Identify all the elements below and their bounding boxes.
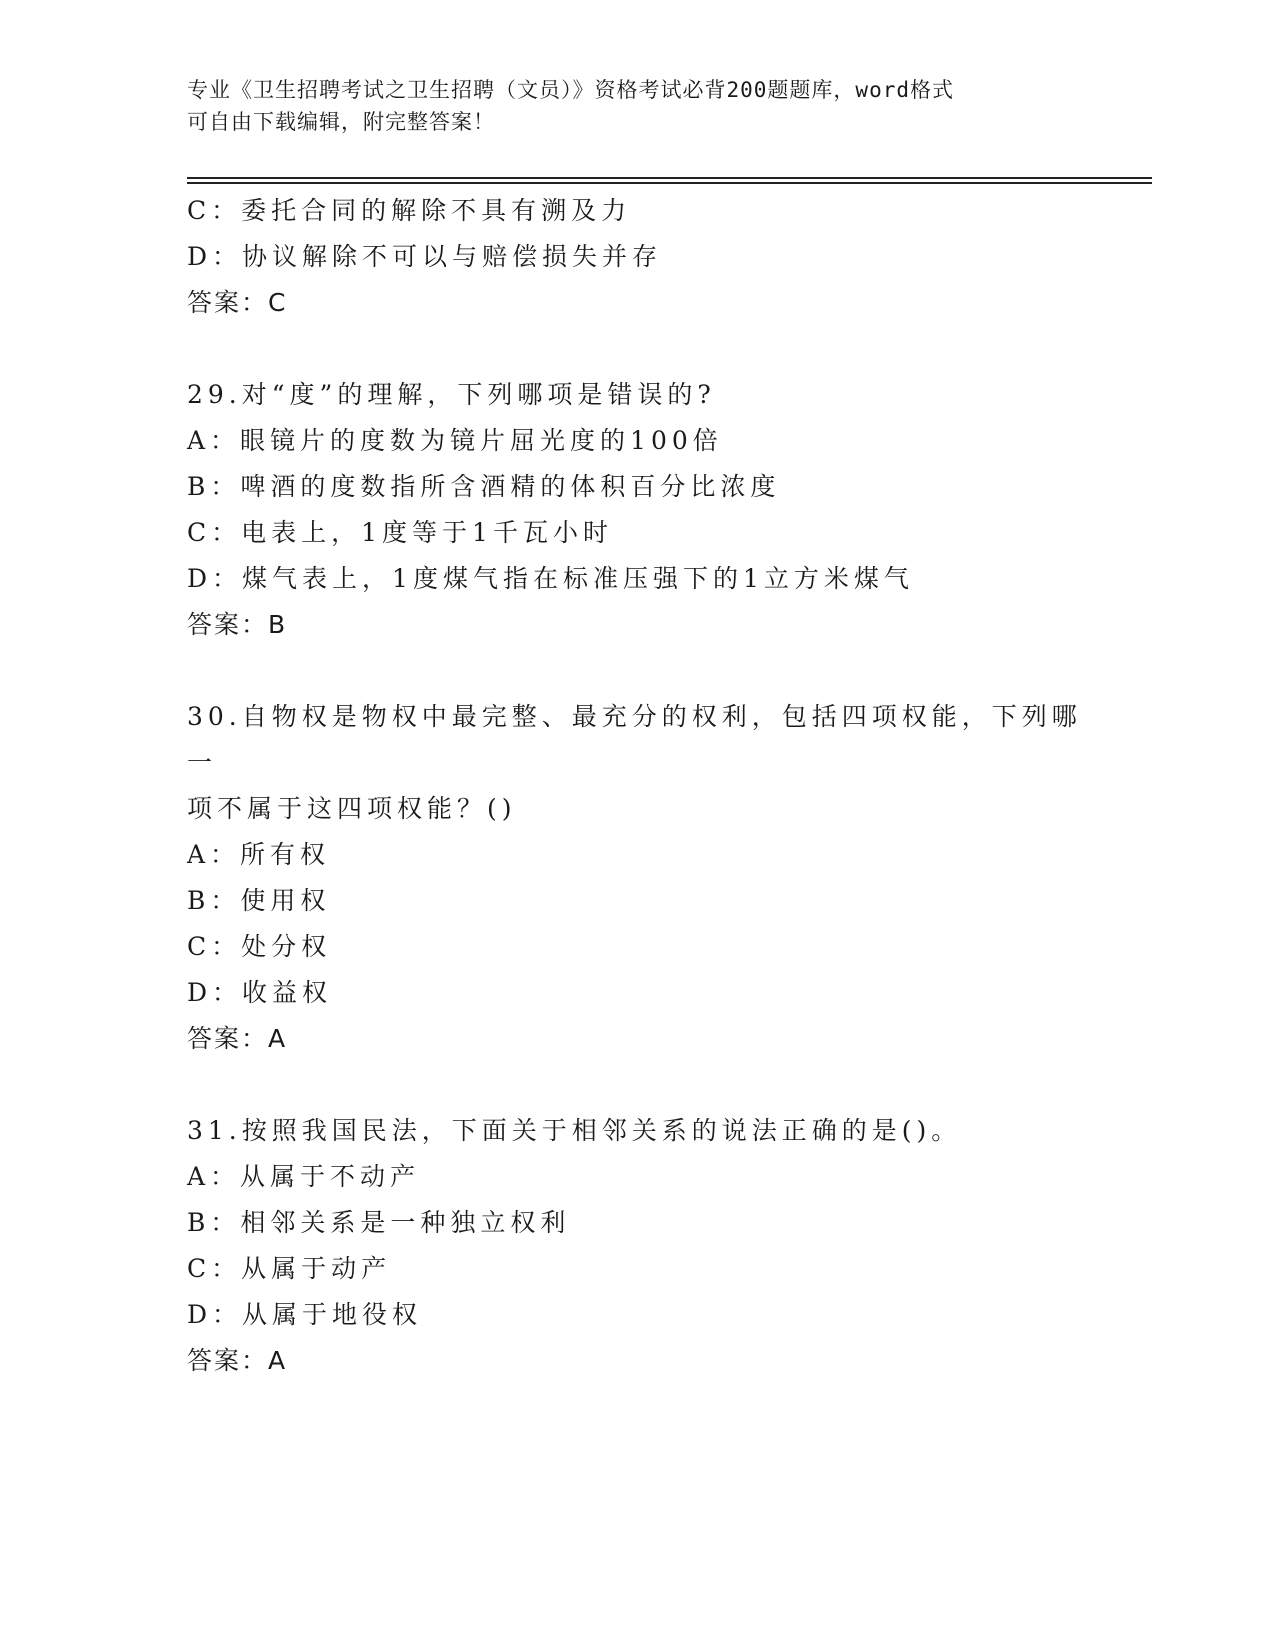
option-a: A：从属于不动产 xyxy=(187,1162,421,1191)
option-b: B：啤酒的度数指所含酒精的体积百分比浓度 xyxy=(187,472,781,501)
header-divider-top xyxy=(187,177,1152,179)
answer-line: 答案：B xyxy=(187,610,288,639)
option-a: A：眼镜片的度数为镜片屈光度的100倍 xyxy=(187,426,723,455)
spacer xyxy=(187,1062,1087,1108)
question-title: 29.对“度”的理解，下列哪项是错误的? xyxy=(187,380,716,409)
option-b: B：相邻关系是一种独立权利 xyxy=(187,1208,571,1237)
question-31 xyxy=(187,1108,1087,1384)
question-30 xyxy=(187,694,1087,1062)
question-28-continued xyxy=(187,188,1087,326)
spacer xyxy=(187,326,1087,372)
answer-line: 答案：A xyxy=(187,1346,288,1375)
question-title-line-2: 项不属于这四项权能？() xyxy=(187,794,517,823)
header-line-1: 专业《卫生招聘考试之卫生招聘（文员）》资格考试必背200题题库，word格式 xyxy=(187,78,954,102)
option-d: D：协议解除不可以与赔偿损失并存 xyxy=(187,242,663,271)
option-a: A：所有权 xyxy=(187,840,331,869)
option-c: C：委托合同的解除不具有溯及力 xyxy=(187,196,632,225)
option-b: B：使用权 xyxy=(187,886,331,915)
option-d: D：收益权 xyxy=(187,978,333,1007)
option-d: D：煤气表上，1度煤气指在标准压强下的1立方米煤气 xyxy=(187,564,914,593)
header-divider-bottom xyxy=(187,182,1152,184)
header-line-2: 可自由下载编辑，附完整答案！ xyxy=(187,110,495,134)
question-list xyxy=(187,188,1087,1384)
answer-line: 答案：C xyxy=(187,288,288,317)
answer-line: 答案：A xyxy=(187,1024,288,1053)
option-c: C：处分权 xyxy=(187,932,332,961)
question-29 xyxy=(187,372,1087,648)
document-header xyxy=(187,74,1087,138)
question-title-line-1: 30.自物权是物权中最完整、最充分的权利，包括四项权能，下列哪一 xyxy=(187,702,1082,777)
option-d: D：从属于地役权 xyxy=(187,1300,423,1329)
option-c: C：从属于动产 xyxy=(187,1254,392,1283)
question-title: 31.按照我国民法，下面关于相邻关系的说法正确的是()。 xyxy=(187,1116,962,1145)
spacer xyxy=(187,648,1087,694)
option-c: C：电表上，1度等于1千瓦小时 xyxy=(187,518,613,547)
